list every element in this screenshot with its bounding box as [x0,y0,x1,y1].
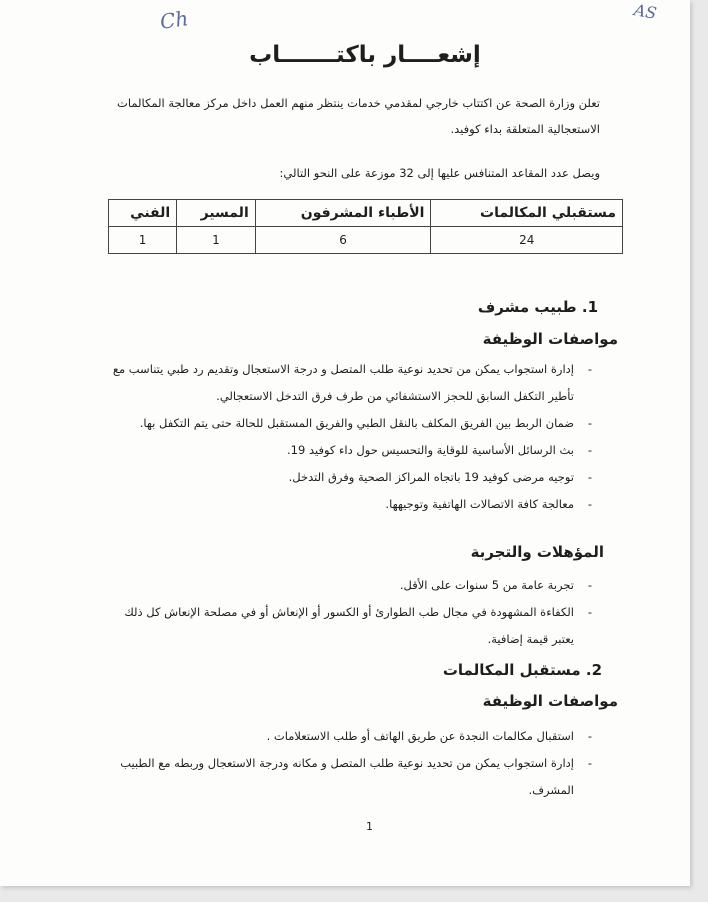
list-item: - بث الرسائل الأساسية للوقاية والتحسيس حول داء كوفيد 19. [100,437,600,464]
table-header: مستقبلي المكالمات [431,200,623,227]
section1-qualifications-title: المؤهلات والتجربة [470,543,604,561]
table-cell: 1 [177,227,256,254]
seats-table [108,199,623,254]
list-item: - ضمان الربط بين الفريق المكلف بالنقل الطبي والفريق المستقبل للحالة حتى يتم التكفل بها. [100,410,600,437]
section1-job-spec-title: مواصفات الوظيفة [482,330,618,348]
table-cell: 24 [431,227,623,254]
section2-job-spec-title: مواصفات الوظيفة [482,692,618,710]
handwritten-initials-left: Ch [158,6,190,34]
seats-line: ويصل عدد المقاعد المتنافس عليها إلى 32 موزعة على النحو التالي: [279,166,600,180]
list-item: - تجربة عامة من 5 سنوات على الأقل. [100,572,600,599]
list-item: - إدارة استجواب يمكن من تحديد نوعية طلب المتصل و مكانه ودرجة الاستعجال وربطه مع الطبيب المشرف. [90,750,600,804]
table-cell: 6 [255,227,431,254]
list-item: - إدارة استجواب يمكن من تحديد نوعية طلب المتصل و درجة الاستعجال وتقديم رد طبي يتناسب مع تأطير التكفل السابق للحجز الاستشفائي من طرف فرق التدخل الاستعجالي. [100,356,600,410]
section1-qualifications-list [100,572,600,653]
section1-job-spec-list [100,356,600,518]
handwritten-initials-right: AS [632,0,658,23]
list-item: - استقبال مكالمات النجدة عن طريق الهاتف أو طلب الاستعلامات . [90,723,600,750]
section2-title: 2. مستقبل المكالمات [442,661,602,679]
intro-paragraph: تعلن وزارة الصحة عن اكتتاب خارجي لمقدمي خدمات ينتظر منهم العمل داخل مركز معالجة المكالمات الاستعجالية المتعلقة بداء كوفيد. [117,96,600,136]
section1-title: 1. طبيب مشرف [477,298,598,316]
page-title: إشعــــار باكتـــــــاب [249,42,481,68]
table-header-row [109,200,623,227]
list-item: - الكفاءة المشهودة في مجال طب الطوارئ أو الكسور أو الإنعاش أو في مصلحة الإنعاش كل ذلك يعتبر قيمة إضافية. [100,599,600,653]
table-cell: 1 [109,227,177,254]
list-item: - توجيه مرضى كوفيد 19 باتجاه المراكز الصحية وفرق التدخل. [100,464,600,491]
table-header: المسير [177,200,256,227]
list-item: - معالجة كافة الاتصالات الهاتفية وتوجيهها. [100,491,600,518]
page-number: 1 [366,820,373,833]
section2-job-spec-list [90,723,600,804]
table-header: الأطباء المشرفون [255,200,431,227]
table-row [109,227,623,254]
table-header: الفني [109,200,177,227]
